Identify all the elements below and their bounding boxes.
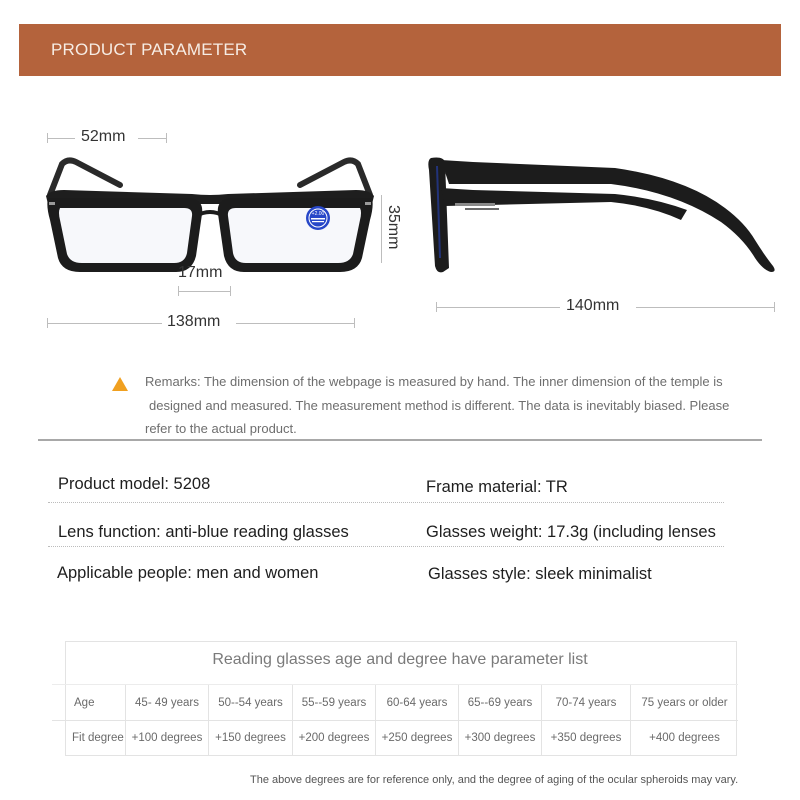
spec-frame-material: Frame material: TR [426, 478, 568, 496]
table-title: Reading glasses age and degree have parameter list [212, 651, 588, 668]
bridge-width-label: 17mm [178, 264, 223, 281]
spec-divider [48, 502, 724, 503]
lens-badge: +2.00 [311, 211, 325, 217]
table-row-degree [52, 720, 738, 755]
spec-glasses-style: Glasses style: sleek minimalist [428, 565, 652, 583]
spec-product-model: Product model: 5208 [58, 475, 211, 493]
dim-tick [178, 286, 179, 296]
dim-line [47, 138, 75, 139]
table-cell: 55--59 years [293, 685, 376, 720]
table-cell: 45- 49 years [126, 685, 209, 720]
table-cell: +400 degrees [649, 731, 720, 744]
dim-line [138, 138, 166, 139]
dim-tick [47, 133, 48, 143]
dim-tick [230, 286, 231, 296]
dim-tick [166, 133, 167, 143]
dim-tick [774, 302, 775, 312]
spec-glasses-weight: Glasses weight: 17.3g (including lenses [426, 523, 716, 541]
page-title: PRODUCT PARAMETER [51, 40, 248, 59]
dim-line [178, 291, 230, 292]
lens-width-label: 52mm [81, 128, 126, 145]
dim-line [236, 323, 354, 324]
lens-height-label: 35mm [385, 205, 402, 250]
table-row-header: Age [52, 685, 126, 720]
dim-line [47, 323, 162, 324]
spec-applicable-people: Applicable people: men and women [57, 564, 319, 582]
spec-lens-function: Lens function: anti-blue reading glasses [58, 523, 349, 541]
table-cell: 70-74 years [542, 685, 631, 720]
dim-tick [47, 318, 48, 328]
table-cell: +350 degrees [542, 720, 631, 755]
section-divider [38, 439, 762, 441]
frame-width-label: 138mm [167, 313, 221, 330]
remarks-line: designed and measured. The measurement method is different. The data is inevitably biased. Please [149, 397, 730, 413]
table-cell: 65--69 years [459, 685, 542, 720]
table-row-age [52, 684, 738, 721]
footnote: The above degrees are for reference only, and the degree of aging of the ocular spheroids may vary. [250, 774, 739, 786]
remarks-line: Remarks: The dimension of the webpage is measured by hand. The inner dimension of the temple is [145, 374, 723, 389]
dim-line [636, 307, 774, 308]
table-cell: +200 degrees [293, 720, 376, 755]
table-cell: +300 degrees [459, 720, 542, 755]
table-row-header: Fit degree [52, 720, 126, 755]
table-cell: +100 degrees [126, 720, 209, 755]
glasses-side-view [425, 148, 785, 278]
table-cell: 75 years or older [641, 696, 728, 709]
table-cell: 60-64 years [376, 685, 459, 720]
dim-line [436, 307, 560, 308]
temple-length-label: 140mm [566, 297, 620, 314]
remarks-text [145, 370, 755, 441]
dim-tick [436, 302, 437, 312]
header-banner [19, 24, 781, 76]
warning-icon [112, 377, 128, 391]
table-cell: +250 degrees [376, 720, 459, 755]
remarks-line: refer to the actual product. [145, 421, 297, 436]
spec-divider [48, 546, 724, 547]
dim-tick [354, 318, 355, 328]
table-cell: 50--54 years [209, 685, 293, 720]
dim-line [381, 195, 382, 263]
table-cell: +150 degrees [209, 720, 293, 755]
